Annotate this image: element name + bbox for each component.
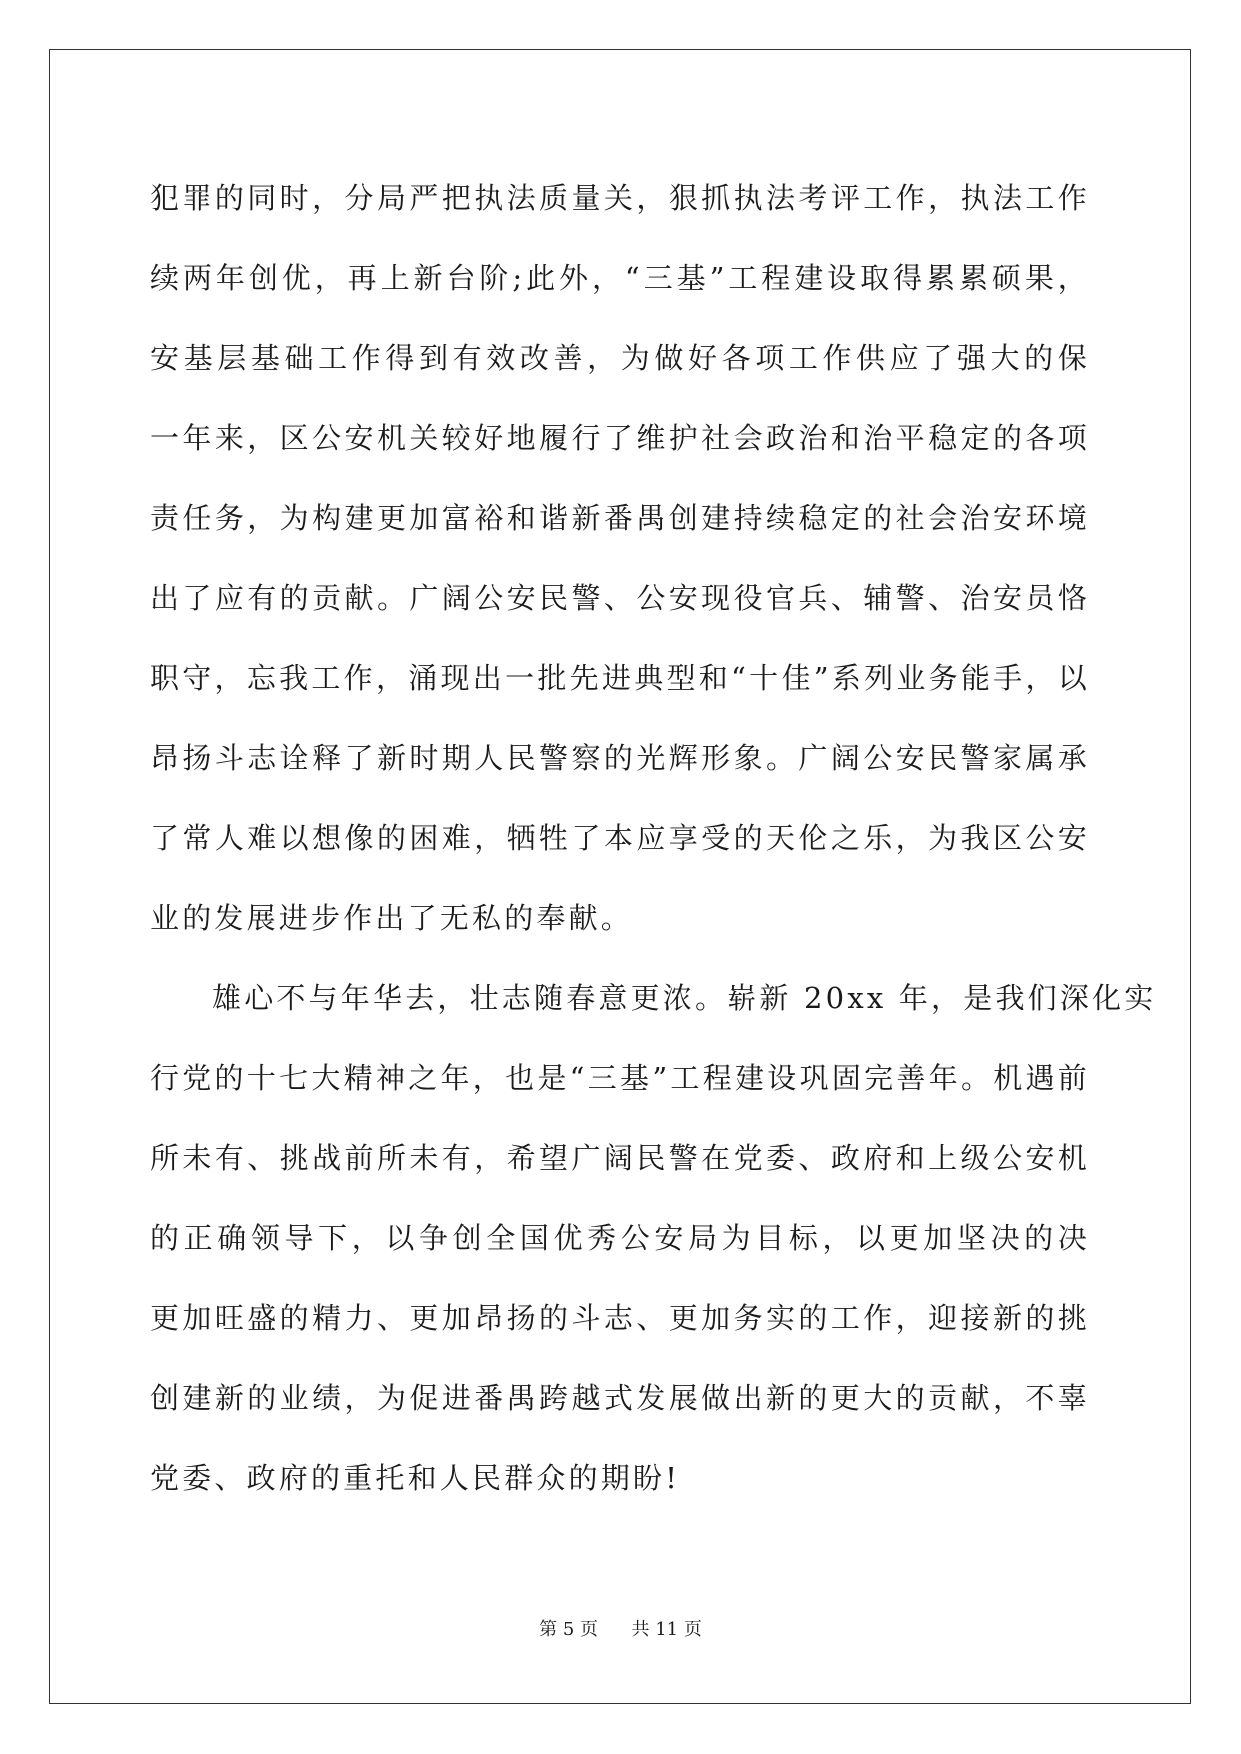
paragraph-line: 犯罪的同时，分局严把执法质量关，狠抓执法考评工作，执法工作 bbox=[150, 181, 1090, 215]
paragraph-line: 出了应有的贡献。广阔公安民警、公安现役官兵、辅警、治安员恪 bbox=[150, 581, 1090, 615]
paragraph-line: 业的发展进步作出了无私的奉献。 bbox=[150, 901, 634, 935]
document-body bbox=[150, 158, 1157, 1518]
paragraph-line: 行党的十七大精神之年，也是“三基”工程建设巩固完善年。机遇前 bbox=[150, 1061, 1090, 1095]
paragraph-line: 雄心不与年华去，壮志随春意更浓。崭新 20xx 年，是我们深化实 bbox=[212, 981, 1157, 1015]
paragraph-line: 党委、政府的重托和人民群众的期盼! bbox=[150, 1461, 681, 1495]
paragraph-line: 所未有、挑战前所未有，希望广阔民警在党委、政府和上级公安机 bbox=[150, 1141, 1090, 1175]
paragraph-line: 更加旺盛的精力、更加昂扬的斗志、更加务实的工作，迎接新的挑 bbox=[150, 1301, 1090, 1335]
paragraph-line: 一年来，区公安机关较好地履行了维护社会政治和治平稳定的各项 bbox=[150, 421, 1090, 455]
paragraph-line: 职守，忘我工作，涌现出一批先进典型和“十佳”系列业务能手，以 bbox=[150, 661, 1090, 695]
paragraph-line: 了常人难以想像的困难，牺牲了本应享受的天伦之乐，为我区公安 bbox=[150, 821, 1090, 855]
paragraph-line: 续两年创优，再上新台阶;此外，“三基”工程建设取得累累硕果， bbox=[150, 261, 1090, 295]
paragraph-line: 安基层基础工作得到有效改善，为做好各项工作供应了强大的保 bbox=[150, 341, 1090, 375]
page-number: 第 5 页 bbox=[539, 1619, 599, 1640]
paragraph-line: 昂扬斗志诠释了新时期人民警察的光辉形象。广阔公安民警家属承 bbox=[150, 741, 1090, 775]
paragraph-line: 的正确领导下，以争创全国优秀公安局为目标，以更加坚决的决 bbox=[150, 1221, 1090, 1255]
page-total: 共 11 页 bbox=[631, 1619, 702, 1640]
page-footer bbox=[0, 1618, 1241, 1642]
paragraph-line: 责任务，为构建更加富裕和谐新番禺创建持续稳定的社会治安环境 bbox=[150, 501, 1090, 535]
paragraph-line: 创建新的业绩，为促进番禺跨越式发展做出新的更大的贡献，不辜 bbox=[150, 1381, 1090, 1415]
